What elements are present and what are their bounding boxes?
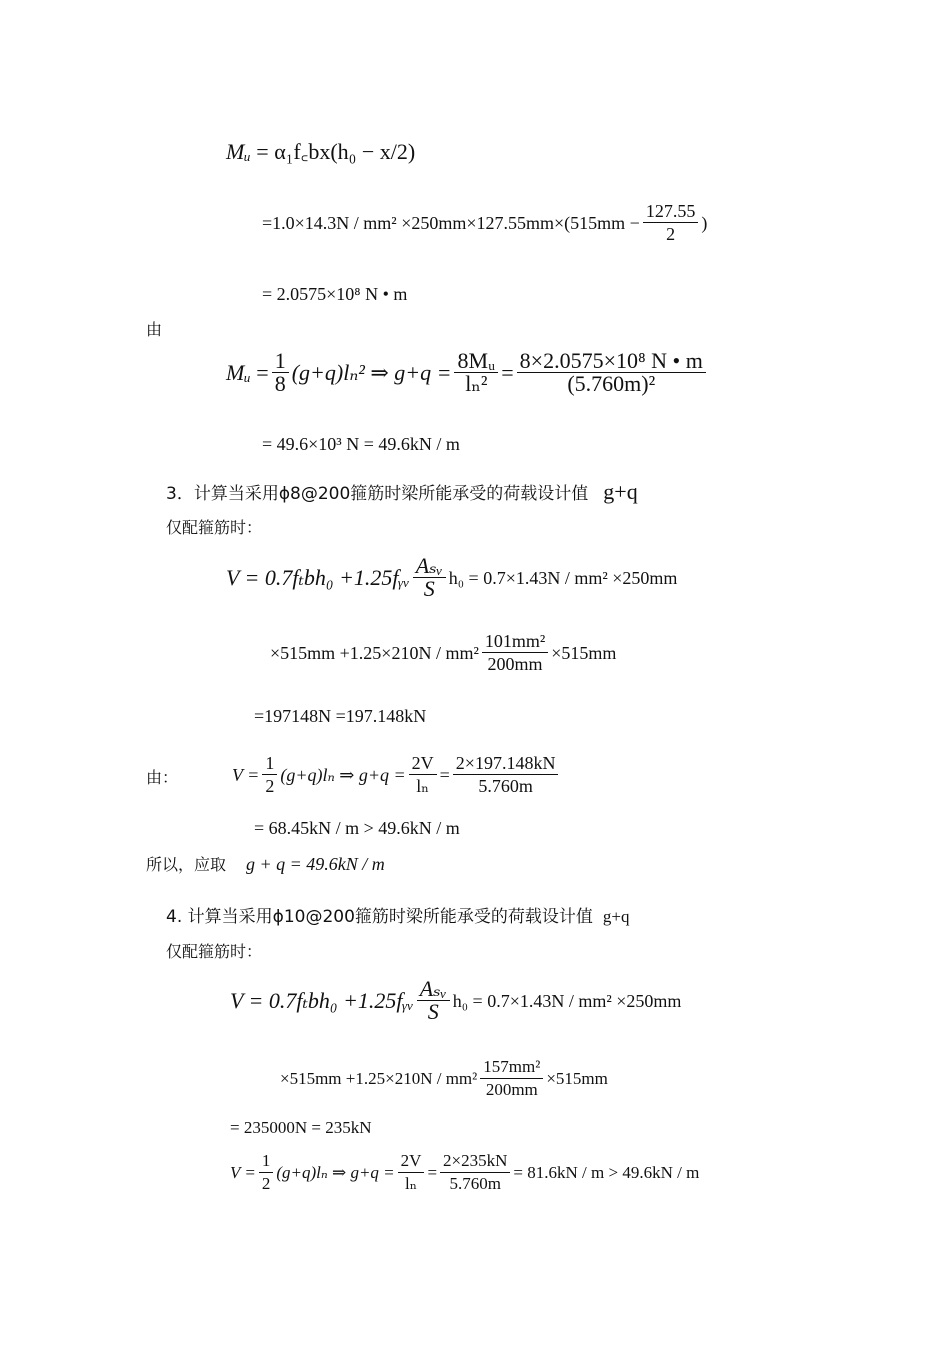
shear-relation: V = $\frac{1}{2}$ (g+q)lₙ ⇒ g+q = $\frac{2V}{\text{lₙ}}$ = $\frac{2\times 197.148kN}{5.760m}$ [232,752,561,797]
load-result: = 49.6×10³ N = 49.6kN / m [262,434,460,454]
only-stirrup-label: 仅配箍筋时： [166,518,263,537]
shear-load-result: = 68.45kN / m > 49.6kN / m [254,818,460,838]
shear-result: = 235000N = 235kN [230,1118,372,1137]
mu-relation: Mᵤ = $\frac{1}{8}$ (g+q)lₙ² ⇒ g+q = $\frac{\text{8Mᵤ}}{\text{lₙ²}}$ = $\frac{\text{8×2.0575×10⁸ N • m}}{\text{(5.760m)²}}$ [226,350,709,395]
shear-capacity-equation: V = 0.7fₜbh₀ +1.25fᵧᵥ $\frac{\text{Aₛᵥ}}{S}$ h₀ = 0.7×1.43N / mm² ×250mm [230,976,682,1024]
shear-capacity-equation: V = 0.7fₜbh₀ +1.25fᵧᵥ $\frac{\text{Aₛᵥ}}{S}$ h₀ = 0.7×1.43N / mm² ×250mm [226,553,678,601]
conclusion: 所以，应取 g + q = 49.6kN / m [146,854,385,874]
shear-substitution: ×515mm +1.25×210N / mm² $\frac{\text{101mm²}}{200mm}$ ×515mm [270,631,617,674]
shear-substitution: ×515mm +1.25×210N / mm² $\frac{\text{157mm²}}{200mm}$ ×515mm [280,1057,608,1099]
mu-substitution: =1.0×14.3N / mm² ×250mm×127.55mm×(515mm − $\frac{127.55}{2}$ ) [262,201,708,244]
shear-result: =197148N =197.148kN [254,706,427,726]
only-stirrup-label: 仅配箍筋时： [166,942,263,961]
mu-equation: Mᵤ = α₁f꜀bx(h₀ − x/2) [226,139,416,164]
section4-heading: 4. 计算当采用ϕ10@200箍筋时梁所能承受的荷载设计值 g+q [166,907,630,927]
shear-relation: V = $\frac{1}{2}$ (g+q)lₙ ⇒ g+q = $\frac{2V}{\text{lₙ}}$ = $\frac{2\times 235kN}{5.760m}$ = 81.6kN / m > 49.6kN / m [230,1151,700,1193]
section3-heading: 3．计算当采用ϕ8@200箍筋时梁所能承受的荷载设计值 g+q [166,479,638,504]
you-label: 由： [146,768,179,787]
mu-value: = 2.0575×10⁸ N • m [262,284,408,304]
you-label: 由 [146,320,163,339]
fraction: $\frac{127.55}{2}$ [643,200,699,245]
